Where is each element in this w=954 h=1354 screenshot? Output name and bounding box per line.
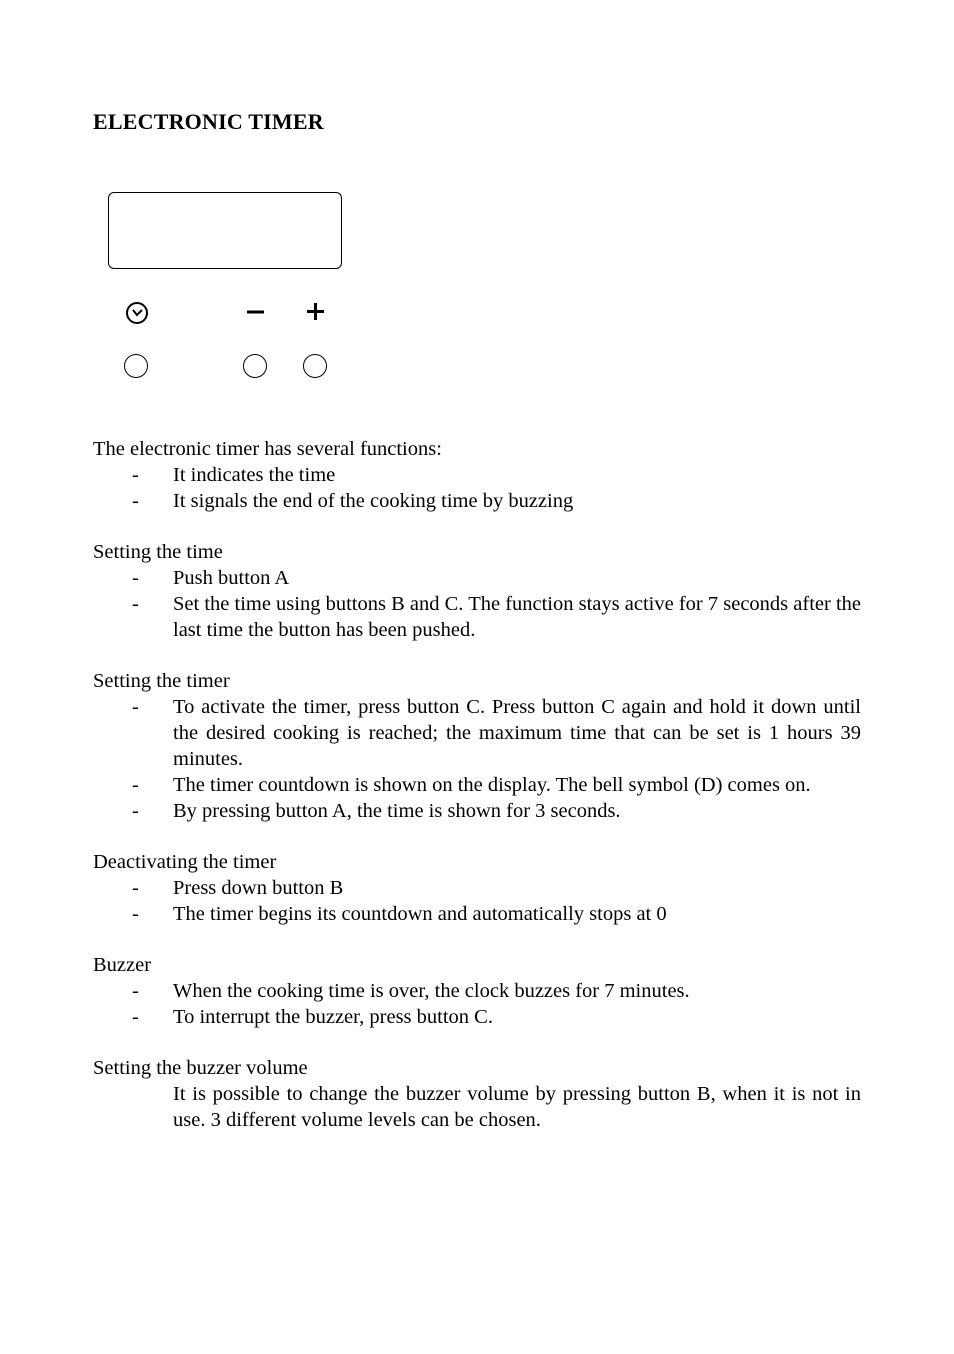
list-item-text: To interrupt the buzzer, press button C. — [173, 1006, 493, 1028]
list-item — [93, 901, 861, 927]
list-item — [93, 978, 861, 1004]
bullet: - — [132, 774, 139, 796]
list-item-text: The timer begins its countdown and automatically stops at 0 — [173, 903, 667, 925]
list-item-text: It signals the end of the cooking time by buzzing — [173, 490, 574, 512]
list-item — [93, 565, 861, 591]
list-item-text: Set the time using buttons B and C. The function stays active for 7 seconds after the last time the button has been pushed. — [173, 593, 861, 641]
plus-icon — [305, 301, 327, 323]
page-title: ELECTRONIC TIMER — [93, 109, 324, 134]
timer-display — [108, 192, 342, 269]
buzzer-heading: Buzzer — [93, 954, 152, 976]
bullet: - — [132, 490, 139, 512]
setting-timer-heading: Setting the timer — [93, 670, 230, 692]
list-item — [93, 488, 861, 514]
list-item-text: The timer countdown is shown on the display. The bell symbol (D) comes on. — [173, 774, 811, 796]
bullet: - — [132, 877, 139, 899]
list-item — [93, 462, 861, 488]
list-item-text: Press down button B — [173, 877, 344, 899]
bullet: - — [132, 567, 139, 589]
list-item — [93, 875, 861, 901]
bullet: - — [132, 903, 139, 925]
bullet: - — [132, 593, 139, 615]
buzzer-volume-text: It is possible to change the buzzer volume by pressing button B, when it is not in use. 3 different volume levels can be chosen. — [173, 1083, 861, 1131]
bullet: - — [132, 696, 139, 718]
intro-heading: The electronic timer has several functions: — [93, 438, 442, 460]
list-item — [93, 1004, 861, 1030]
list-item-text: By pressing button A, the time is shown for 3 seconds. — [173, 800, 621, 822]
deactivating-heading: Deactivating the timer — [93, 851, 277, 873]
bullet: - — [132, 980, 139, 1002]
instructions — [93, 436, 861, 1133]
button-b[interactable] — [243, 354, 267, 378]
list-item-text: When the cooking time is over, the clock buzzes for 7 minutes. — [173, 980, 690, 1002]
list-item-text: Push button A — [173, 567, 290, 589]
bullet: - — [132, 800, 139, 822]
minus-icon — [245, 303, 267, 321]
clock-icon — [124, 301, 150, 325]
list-item — [93, 591, 861, 643]
button-a[interactable] — [124, 354, 148, 378]
button-c[interactable] — [303, 354, 327, 378]
list-item — [93, 694, 861, 772]
list-item — [93, 798, 861, 824]
bullet: - — [132, 1006, 139, 1028]
list-item-text: To activate the timer, press button C. Press button C again and hold it down until the desired cooking is reached; the maximum time that can be set is 1 hours 39 minutes. — [173, 696, 861, 770]
list-item-text: It indicates the time — [173, 464, 336, 486]
bullet: - — [132, 464, 139, 486]
buzzer-volume-heading: Setting the buzzer volume — [93, 1057, 308, 1079]
list-item — [93, 772, 861, 798]
setting-time-heading: Setting the time — [93, 541, 223, 563]
